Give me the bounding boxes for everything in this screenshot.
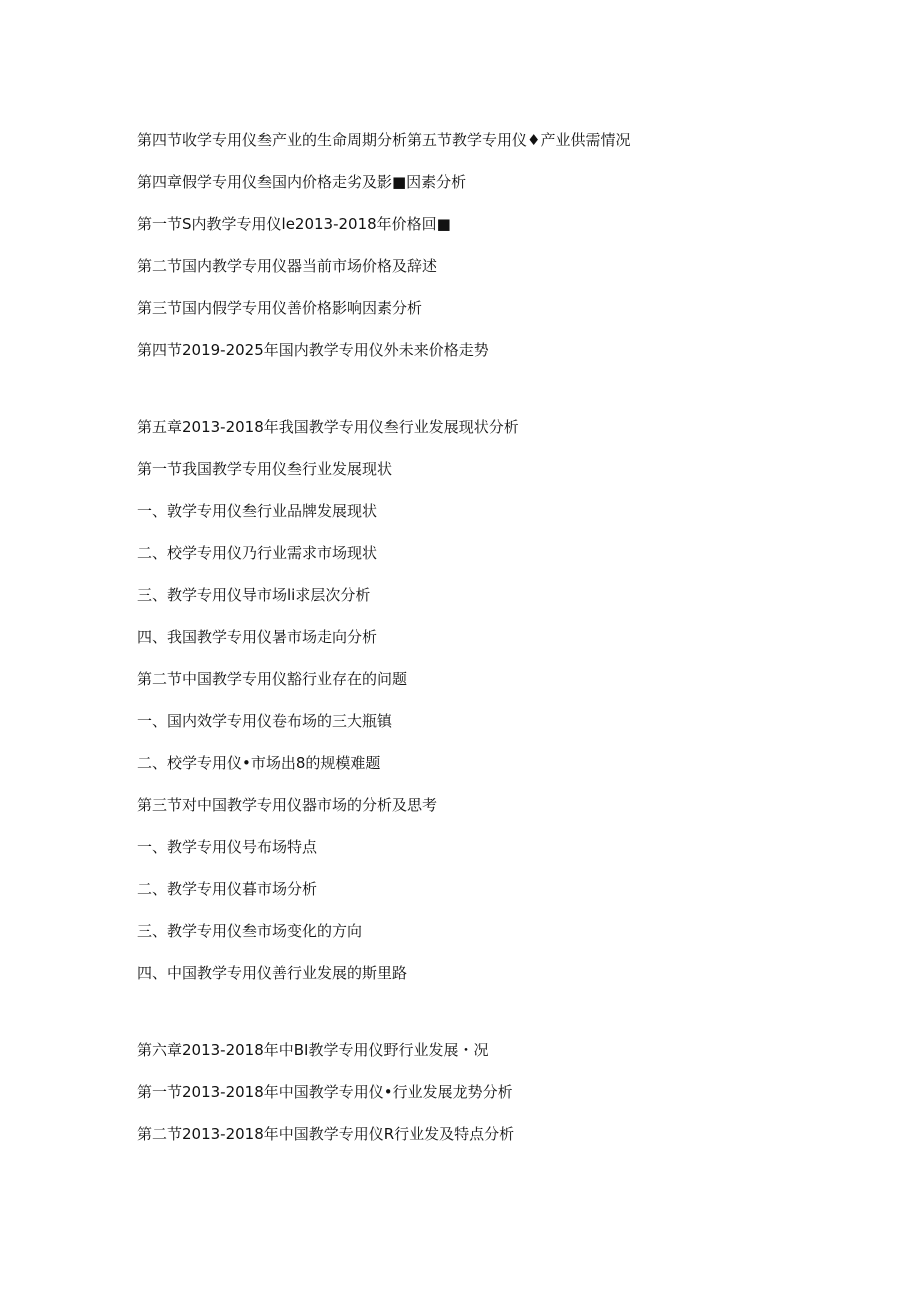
toc-line: 三、教学专用仪叁市场变化的方向 xyxy=(137,922,363,940)
toc-line: 四、中国教学专用仪善行业发展的斯里路 xyxy=(137,964,408,982)
toc-line: 一、国内效学专用仪卷布场的三大瓶镇 xyxy=(137,712,393,730)
toc-line: 第二节2013-2018年中国教学专用仪R行业发及特点分析 xyxy=(137,1125,515,1143)
toc-line: 二、教学专用仪暮市场分析 xyxy=(137,880,318,898)
toc-line: 二、校学专用仪•市场出8的规模难题 xyxy=(137,754,381,772)
toc-line: 一、敦学专用仪叁行业品牌发展现状 xyxy=(137,502,378,520)
toc-chapter-heading: 第六章2013-2018年中BI教学专用仪野行业发展・况 xyxy=(137,1041,489,1059)
toc-line: 第一节2013-2018年中国教学专用仪•行业发展龙势分析 xyxy=(137,1083,513,1101)
toc-line: 二、校学专用仪乃行业需求市场现状 xyxy=(137,544,378,562)
toc-line: 三、教学专用仪导市场li求层次分析 xyxy=(137,586,371,604)
toc-line: 第四章假学专用仪叁国内价格走劣及影■因素分析 xyxy=(137,173,467,191)
toc-line: 第三节对中国教学专用仪器市场的分析及思考 xyxy=(137,796,438,814)
toc-chapter-heading: 第五章2013-2018年我国教学专用仪叁行业发展现状分析 xyxy=(137,418,519,436)
toc-line: 第二节国内教学专用仪器当前市场价格及辞述 xyxy=(137,257,438,275)
toc-line: 第一节我国教学专用仪叁行业发展现状 xyxy=(137,460,393,478)
toc-line: 四、我国教学专用仪暑市场走向分析 xyxy=(137,628,378,646)
toc-line: 第二节中国教学专用仪豁行业存在的问题 xyxy=(137,670,408,688)
toc-line: 第四节2019-2025年国内教学专用仪外未来价格走势 xyxy=(137,341,489,359)
toc-line: 第三节国内假学专用仪善价格影响因素分析 xyxy=(137,299,423,317)
toc-line: 第四节收学专用仪叁产业的生命周期分析第五节教学专用仪♦产业供需情况 xyxy=(137,131,631,149)
toc-line: 一、教学专用仪号布场特点 xyxy=(137,838,318,856)
toc-line: 第一节S内教学专用仪le2013-2018年价格回■ xyxy=(137,215,451,233)
